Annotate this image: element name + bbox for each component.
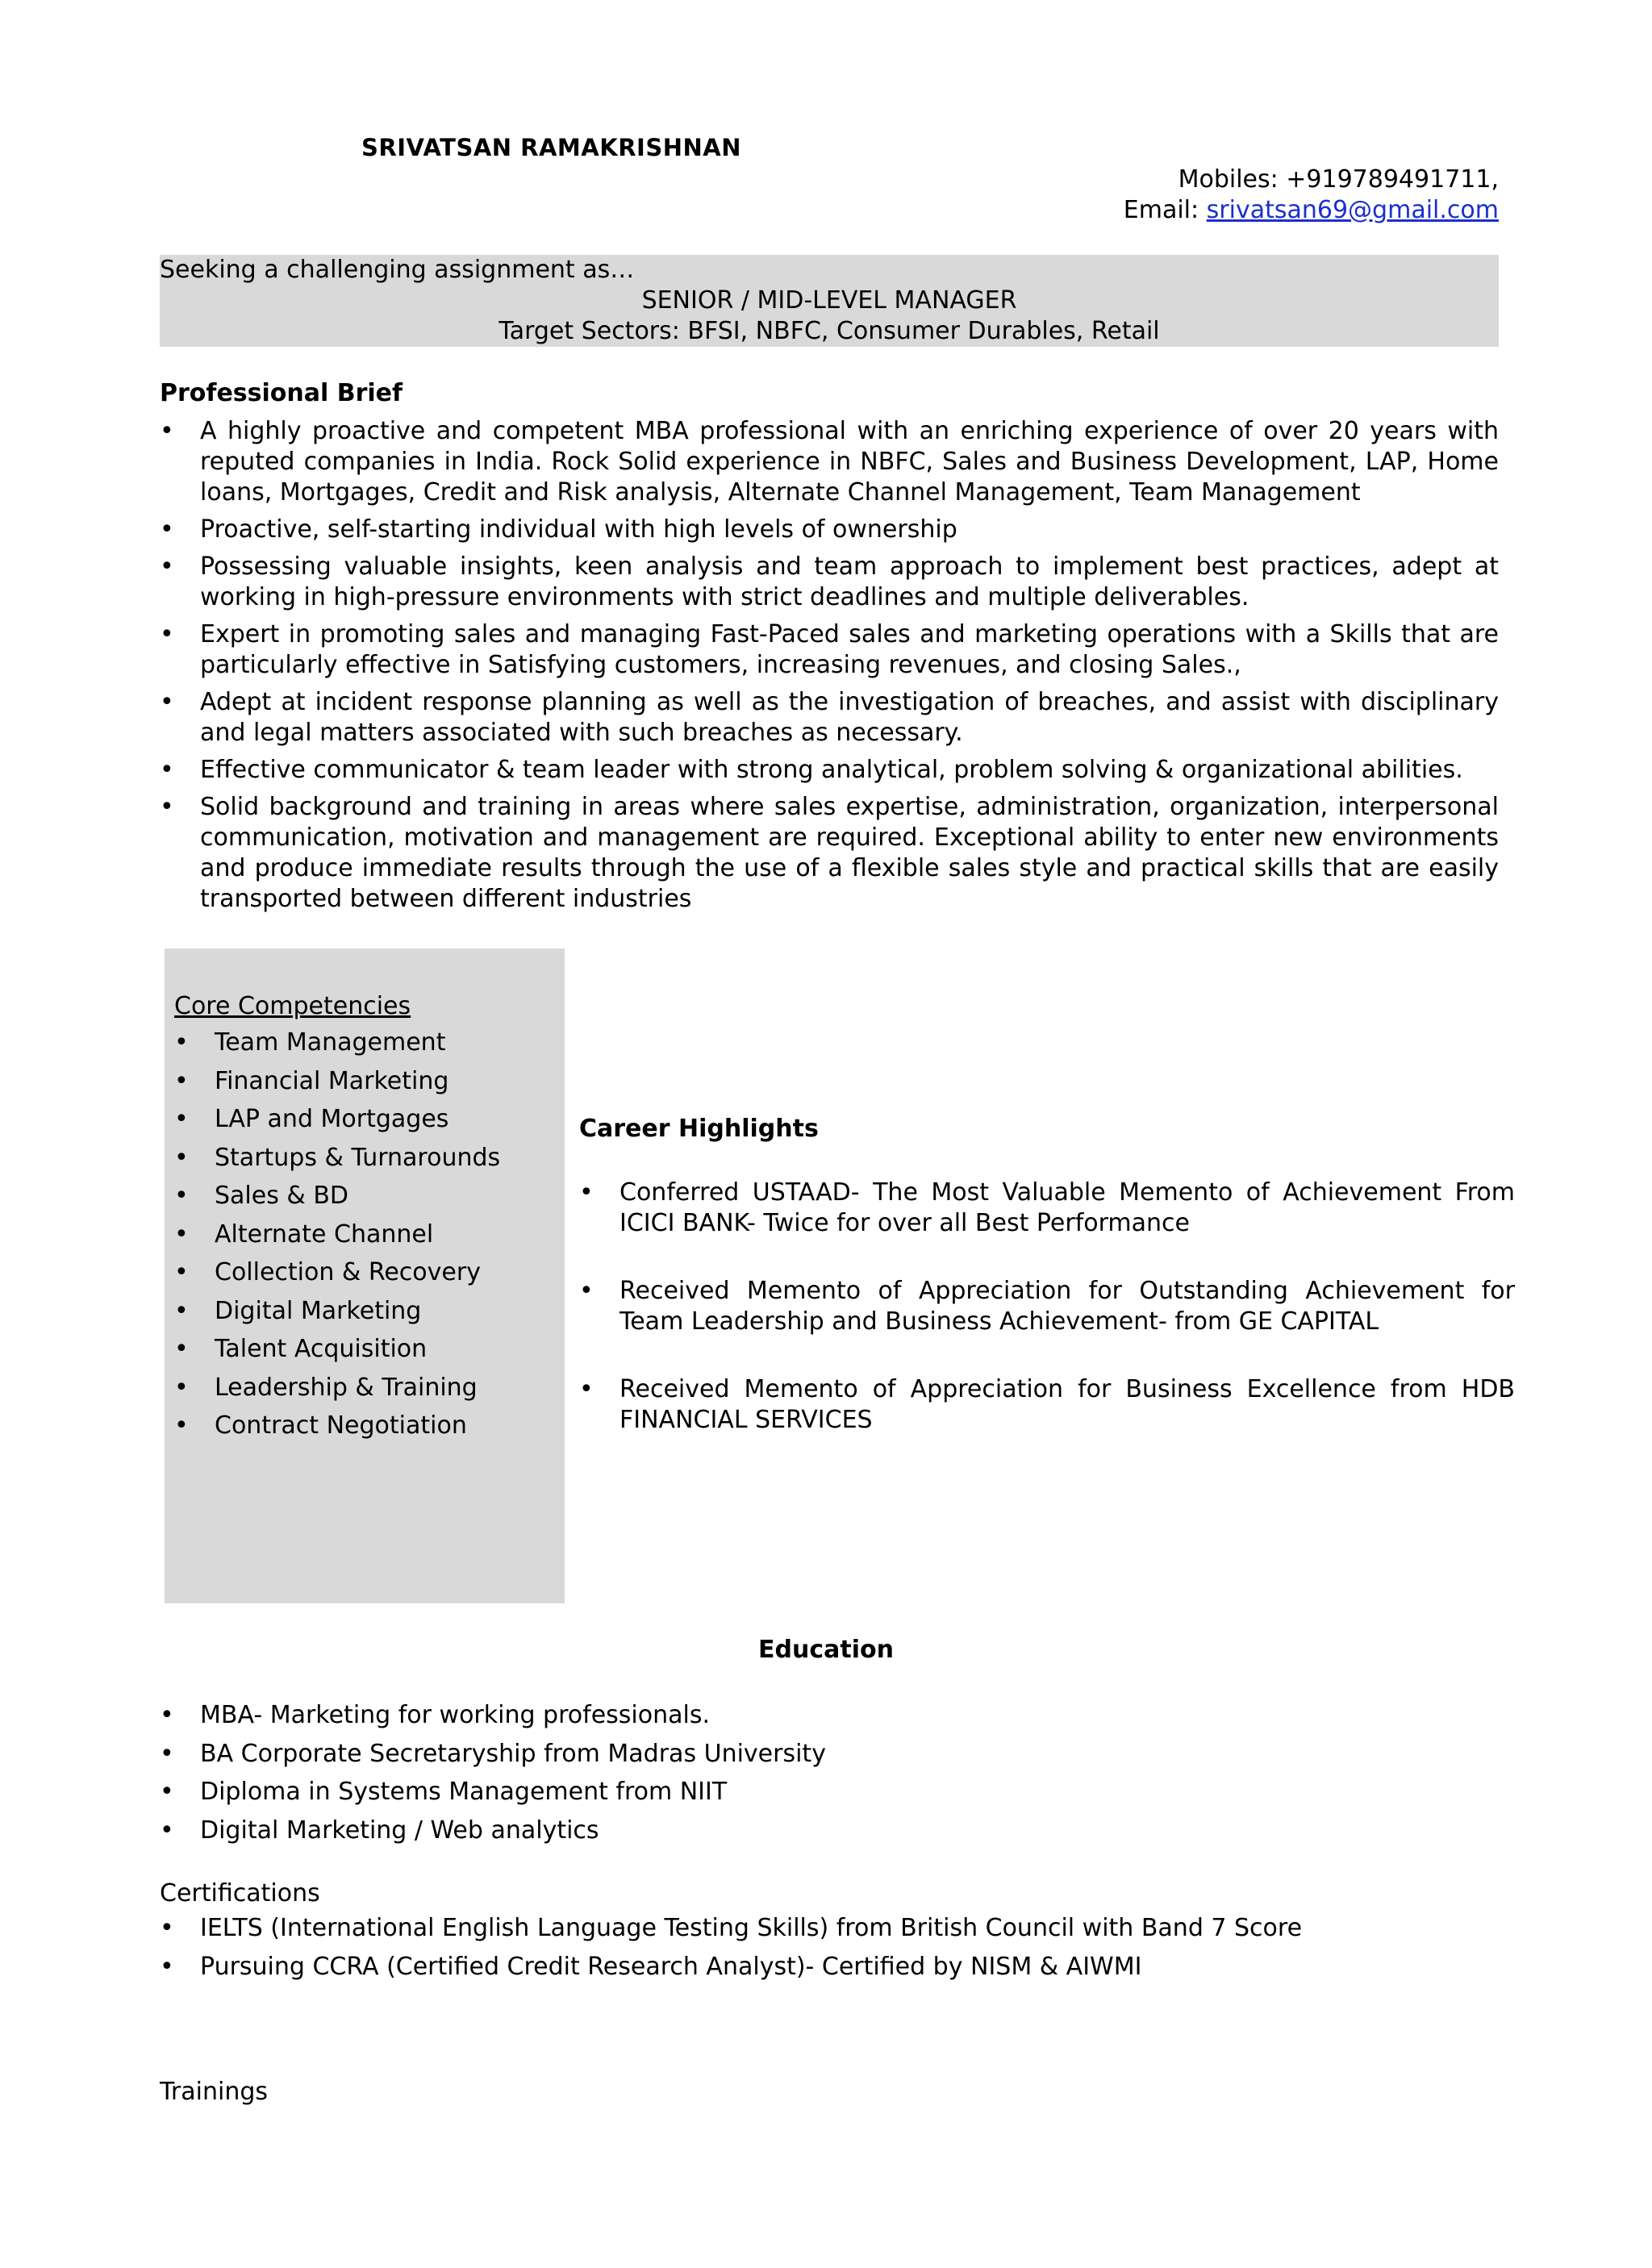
contact-block	[1124, 165, 1499, 226]
email-link[interactable]: srivatsan69@gmail.com	[1206, 196, 1499, 224]
bullet-icon: •	[160, 552, 174, 581]
bullet-icon: •	[174, 1296, 189, 1325]
objective-sectors: Target Sectors: BFSI, NBFC, Consumer Durables, Retail	[499, 317, 1160, 345]
bullet-icon: •	[174, 1335, 189, 1363]
list-item-text: Expert in promoting sales and managing Fast-Paced sales and marketing operations with a Skills that are particularly effective in Satisfying customers, increasing revenues, and closing Sales.,	[200, 620, 1499, 679]
bullet-icon: •	[160, 1914, 174, 1942]
list-item	[174, 1334, 500, 1373]
bullet-icon: •	[174, 1143, 189, 1172]
list-item-text: LAP and Mortgages	[215, 1105, 449, 1133]
list-item-text: Sales & BD	[215, 1182, 348, 1210]
list-item-text: Contract Negotiation	[215, 1411, 467, 1440]
list-item-text: MBA- Marketing for working professionals.	[200, 1701, 710, 1729]
list-item-text: Solid background and training in areas where sales expertise, administration, organization, interpersonal communication, motivation and management are required. Exceptional ability to enter new environments and produce immediate results through the use of a flexible sales style and practical skills that are easily transported between different industries	[200, 793, 1499, 913]
bullet-icon: •	[160, 1778, 174, 1806]
core-competencies-title: Core Competencies	[174, 992, 411, 1020]
candidate-name: SRIVATSAN RAMAKRISHNAN	[361, 134, 741, 161]
objective-intro: Seeking a challenging assignment as…	[160, 256, 635, 284]
list-item	[174, 1257, 500, 1296]
core-competencies-list	[174, 1028, 500, 1449]
bullet-icon: •	[160, 417, 174, 445]
list-item	[160, 792, 1499, 915]
bullet-icon: •	[174, 1028, 189, 1057]
bullet-icon: •	[174, 1219, 189, 1249]
list-item	[160, 755, 1499, 786]
list-item	[174, 1296, 500, 1335]
bullet-icon: •	[174, 1258, 189, 1286]
list-item	[160, 1952, 1302, 1991]
list-item-text: IELTS (International English Language Testing Skills) from British Council with Band 7 Score	[200, 1914, 1303, 1942]
list-item	[579, 1276, 1515, 1337]
list-item	[160, 1913, 1302, 1952]
list-item-text: Possessing valuable insights, keen analysis and team approach to implement best practices, adept at working in high-pressure environments with strict deadlines and multiple deliverables.	[200, 552, 1499, 611]
objective-role: SENIOR / MID-LEVEL MANAGER	[641, 286, 1017, 315]
list-item-text: Received Memento of Appreciation for Outstanding Achievement for Team Leadership and Business Achievement- from GE CAPITAL	[620, 1277, 1515, 1336]
list-item	[160, 1816, 826, 1854]
list-item	[174, 1104, 500, 1143]
bullet-icon: •	[160, 1739, 174, 1768]
objective-banner	[160, 255, 1499, 347]
list-item	[579, 1374, 1515, 1436]
list-item-text: Diploma in Systems Management from NIIT	[200, 1778, 728, 1806]
list-item-text: Digital Marketing	[215, 1296, 422, 1325]
list-item-text: Received Memento of Appreciation for Business Excellence from HDB FINANCIAL SERVICES	[620, 1375, 1515, 1434]
list-item-text: Conferred USTAAD- The Most Valuable Memento of Achievement From ICICI BANK- Twice for over all Best Performance	[620, 1178, 1515, 1237]
list-item	[160, 515, 1499, 545]
bullet-icon: •	[160, 793, 174, 821]
list-item	[160, 619, 1499, 681]
education-list	[160, 1700, 826, 1853]
list-item-text: Alternate Channel	[215, 1219, 434, 1249]
bullet-icon: •	[579, 1178, 594, 1207]
list-item	[160, 1739, 826, 1778]
email-label: Email:	[1123, 196, 1207, 224]
career-highlights-list	[579, 1178, 1515, 1473]
bullet-icon: •	[160, 1701, 174, 1729]
bullet-icon: •	[174, 1373, 189, 1402]
list-item-text: Team Management	[215, 1028, 446, 1057]
mobiles-line: Mobiles: +919789491711,	[1178, 165, 1499, 194]
bullet-icon: •	[160, 756, 174, 784]
list-item-text: Pursuing CCRA (Certified Credit Research Analyst)- Certified by NISM & AIWMI	[200, 1952, 1142, 1981]
list-item-text: Startups & Turnarounds	[215, 1143, 501, 1172]
certifications-title: Certifications	[160, 1879, 320, 1907]
list-item-text: Collection & Recovery	[215, 1258, 481, 1286]
list-item-text: BA Corporate Secretaryship from Madras University	[200, 1739, 826, 1768]
bullet-icon: •	[174, 1411, 189, 1440]
list-item-text: Financial Marketing	[215, 1066, 449, 1095]
list-item	[174, 1411, 500, 1449]
bullet-icon: •	[160, 688, 174, 716]
list-item	[160, 552, 1499, 613]
list-item	[160, 416, 1499, 508]
list-item-text: Talent Acquisition	[215, 1335, 428, 1363]
list-item	[174, 1373, 500, 1411]
list-item	[579, 1178, 1515, 1239]
certifications-list	[160, 1913, 1302, 1990]
education-title: Education	[758, 1636, 894, 1664]
bullet-icon: •	[579, 1277, 594, 1305]
list-item	[174, 1066, 500, 1105]
list-item-text: Proactive, self-starting individual with high levels of ownership	[200, 515, 957, 544]
bullet-icon: •	[160, 1952, 174, 1981]
bullet-icon: •	[174, 1105, 189, 1133]
list-item	[160, 1700, 826, 1739]
bullet-icon: •	[160, 620, 174, 648]
list-item	[160, 687, 1499, 748]
bullet-icon: •	[174, 1066, 189, 1095]
list-item-text: A highly proactive and competent MBA professional with an enriching experience of over 20 years with reputed companies in India. Rock Solid experience in NBFC, Sales and Business Development, LAP, Home loans, Mortgages, Credit and Risk analysis, Alternate Channel Management, Team Management	[200, 417, 1499, 507]
professional-brief-list	[160, 416, 1499, 921]
list-item	[174, 1028, 500, 1066]
list-item	[174, 1219, 500, 1258]
list-item-text: Leadership & Training	[215, 1373, 478, 1402]
list-item	[160, 1777, 826, 1816]
list-item-text: Effective communicator & team leader with strong analytical, problem solving & organizational abilities.	[200, 756, 1463, 784]
list-item	[174, 1143, 500, 1182]
professional-brief-title: Professional Brief	[160, 379, 403, 407]
bullet-icon: •	[579, 1375, 594, 1403]
email-line	[1124, 195, 1499, 226]
bullet-icon: •	[174, 1182, 189, 1210]
career-highlights-title: Career Highlights	[579, 1115, 819, 1143]
bullet-icon: •	[160, 1816, 174, 1845]
list-item-text: Digital Marketing / Web analytics	[200, 1816, 599, 1845]
trainings-title: Trainings	[160, 2078, 269, 2106]
list-item-text: Adept at incident response planning as well as the investigation of breaches, and assist with disciplinary and legal matters associated with such breaches as necessary.	[200, 688, 1499, 747]
list-item	[174, 1181, 500, 1219]
bullet-icon: •	[160, 515, 174, 544]
